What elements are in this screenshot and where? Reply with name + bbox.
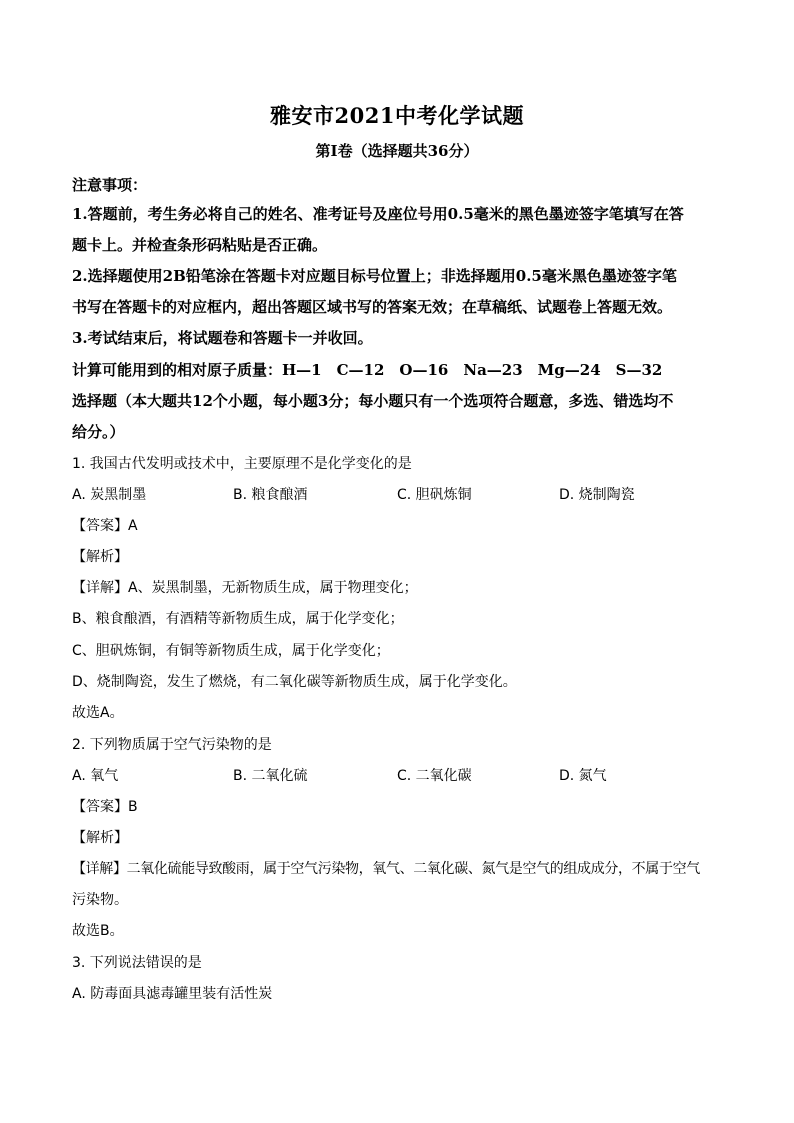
detail-line: 故选B。 — [72, 923, 124, 939]
option-a: A. 防毒面具滤毒罐里装有活性炭 — [72, 986, 273, 1002]
notice-line: 2.选择题使用2B铅笔涂在答题卡对应题目标号位置上；非选择题用0.5毫米黑色墨迹签字笔 — [72, 267, 677, 285]
analysis-label: 【解析】 — [72, 830, 128, 846]
section-heading: 选择题（本大题共12个小题，每小题3分；每小题只有一个选项符合题意，多选、错选均不 — [72, 392, 674, 410]
question-stem: 1. 我国古代发明或技术中，主要原理不是化学变化的是 — [72, 456, 412, 472]
option-c: C. 二氧化碳 — [397, 768, 472, 784]
option-c: C. 胆矾炼铜 — [397, 487, 472, 503]
detail-line: 【详解】二氧化硫能导致酸雨，属于空气污染物，氧气、二氧化碳、氮气是空气的组成成分，不属于空气 — [72, 861, 700, 877]
notice-line: 1.答题前，考生务必将自己的姓名、准考证号及座位号用0.5毫米的黑色墨迹签字笔填写在答 — [72, 205, 684, 223]
question-stem: 2. 下列物质属于空气污染物的是 — [72, 737, 272, 753]
detail-line: 【详解】A、炭黑制墨，无新物质生成，属于物理变化； — [72, 580, 418, 596]
answer-label: 【答案】B — [72, 799, 138, 815]
option-a: A. 炭黑制墨 — [72, 487, 147, 503]
answer-label: 【答案】A — [72, 518, 138, 534]
detail-line: C、胆矾炼铜，有铜等新物质生成，属于化学变化； — [72, 643, 390, 659]
notice-heading: 注意事项： — [72, 176, 148, 194]
detail-line: B、粮食酿酒，有酒精等新物质生成，属于化学变化； — [72, 611, 404, 627]
analysis-label: 【解析】 — [72, 549, 128, 565]
section-heading: 给分。） — [72, 423, 125, 441]
detail-line: 故选A。 — [72, 705, 124, 721]
option-a: A. 氧气 — [72, 768, 119, 784]
notice-line: 3.考试结束后，将试题卷和答题卡一并收回。 — [72, 329, 373, 347]
option-b: B. 粮食酿酒 — [233, 487, 308, 503]
detail-line: 污染物。 — [72, 892, 128, 908]
notice-line: 书写在答题卡的对应框内，超出答题区域书写的答案无效；在草稿纸、试题卷上答题无效。 — [72, 298, 673, 316]
page-title: 雅安市2021中考化学试题 — [270, 103, 524, 128]
detail-line: D、烧制陶瓷，发生了燃烧，有二氧化碳等新物质生成，属于化学变化。 — [72, 674, 517, 690]
notice-line: 题卡上。并检查条形码粘贴是否正确。 — [72, 236, 328, 254]
question-stem: 3. 下列说法错误的是 — [72, 955, 202, 971]
option-b: B. 二氧化硫 — [233, 768, 308, 784]
section-subtitle: 第Ⅰ卷（选择题共36分） — [315, 142, 479, 160]
atomic-mass-line: 计算可能用到的相对原子质量：H—1 C—12 O—16 Na—23 Mg—24 S—32 — [72, 361, 663, 379]
option-d: D. 氮气 — [559, 768, 607, 784]
option-d: D. 烧制陶瓷 — [559, 487, 635, 503]
